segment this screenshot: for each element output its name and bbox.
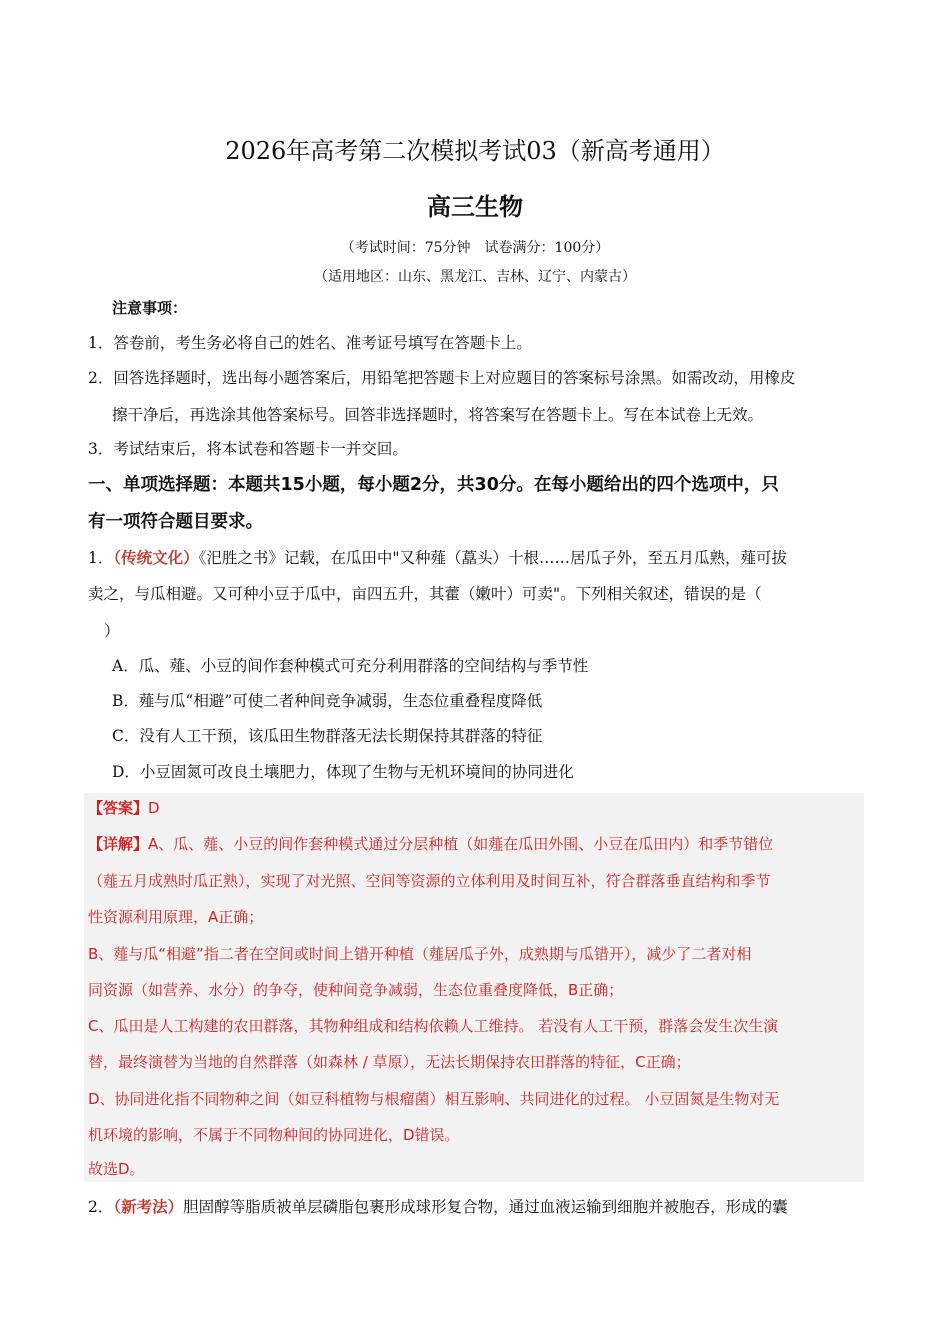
notice-item: 2．回答选择题时，选出每小题答案后，用铅笔把答题卡上对应题目的答案标号涂黑。如需改动，用橡皮 xyxy=(88,369,796,387)
answer-value: D xyxy=(148,799,160,817)
notice-item: 1．答卷前，考生务必将自己的姓名、准考证号填写在答题卡上。 xyxy=(88,334,532,352)
notice-item: 擦干净后，再选涂其他答案标号。回答非选择题时，将答案写在答题卡上。写在本试卷上无效。 xyxy=(112,406,764,424)
detail-line: 性资源利用原理，A正确； xyxy=(88,908,264,926)
detail-line xyxy=(88,833,773,855)
option-c: C．没有人工干预，该瓜田生物群落无法长期保持其群落的特征 xyxy=(112,727,543,745)
detail-line: 机环境的影响，不属于不同物种间的协同进化，D错误。 xyxy=(88,1126,460,1144)
detail-label: 【详解】 xyxy=(88,835,149,853)
exam-title: 2026年高考第二次模拟考试03（新高考通用） xyxy=(225,137,725,165)
detail-line: 同资源（如营养、水分）的争夺，使种间竞争减弱，生态位重叠度降低，B正确； xyxy=(88,981,624,999)
region-info: （适用地区：山东、黑龙江、吉林、辽宁、内蒙古） xyxy=(314,269,636,285)
conclusion-line: 故选D。 xyxy=(88,1160,145,1178)
detail-line: D、协同进化指不同物种之间（如豆科植物与根瘤菌）相互影响、共同进化的过程。 小豆固氮是生物对无 xyxy=(88,1090,780,1108)
section-heading: 有一项符合题目要求。 xyxy=(88,512,263,532)
question-tag: （传统文化） xyxy=(113,548,199,567)
notice-heading: 注意事项： xyxy=(112,299,188,317)
option-d: D．小豆固氮可改良土壤肥力，体现了生物与无机环境间的协同进化 xyxy=(112,763,574,781)
exam-time-info: （考试时间：75分钟 试卷满分：100分） xyxy=(340,240,610,256)
detail-text: A、瓜、薤、小豆的间作套种模式通过分层种植（如薤在瓜田外围、小豆在瓜田内）和季节错位 xyxy=(148,835,774,853)
detail-line: B、薤与瓜“相避”指二者在空间或时间上错开种植（薤居瓜子外，成熟期与瓜错开），减少了二者对相 xyxy=(88,945,752,963)
section-heading: 一、单项选择题：本题共15小题，每小题2分，共30分。在每小题给出的四个选项中，只 xyxy=(88,475,779,495)
question-text: 《汜胜之书》记载，在瓜田中"又种薤（藠头）十根……居瓜子外，至五月瓜熟，薤可拔 xyxy=(198,549,788,567)
detail-line: （薤五月成熟时瓜正熟），实现了对光照、空间等资源的立体利用及时间互补，符合群落垂直结构和季节 xyxy=(88,872,771,890)
notice-item: 3．考试结束后，将本试卷和答题卡一并交回。 xyxy=(88,440,408,458)
question-text: 胆固醇等脂质被单层磷脂包裹形成球形复合物，通过血液运输到细胞并被胞吞，形成的囊 xyxy=(183,1198,788,1216)
question-1-stem xyxy=(88,547,787,569)
question-1-stem-line: 卖之，与瓜相避。又可种小豆于瓜中，亩四五升，其藿（嫩叶）可卖"。下列相关叙述，错误的是（ xyxy=(88,585,762,603)
question-number: 2． xyxy=(88,1198,114,1216)
question-tag: （新考法） xyxy=(113,1197,184,1216)
question-number: 1． xyxy=(88,549,114,567)
answer-line xyxy=(88,797,160,819)
detail-line: 替，最终演替为当地的自然群落（如森林 / 草原），无法长期保持农田群落的特征，C正确； xyxy=(88,1053,691,1071)
question-2-stem xyxy=(88,1196,788,1218)
answer-label: 【答案】 xyxy=(88,799,149,817)
option-a: A．瓜、薤、小豆的间作套种模式可充分利用群落的空间结构与季节性 xyxy=(112,657,589,675)
question-1-stem-line: ） xyxy=(104,622,120,640)
detail-line: C、瓜田是人工构建的农田群落，其物种组成和结构依赖人工维持。 若没有人工干预，群落会发生次生演 xyxy=(88,1017,779,1035)
subject-title: 高三生物 xyxy=(427,192,523,221)
option-b: B．薤与瓜“相避”可使二者种间竞争减弱，生态位重叠程度降低 xyxy=(112,692,543,710)
